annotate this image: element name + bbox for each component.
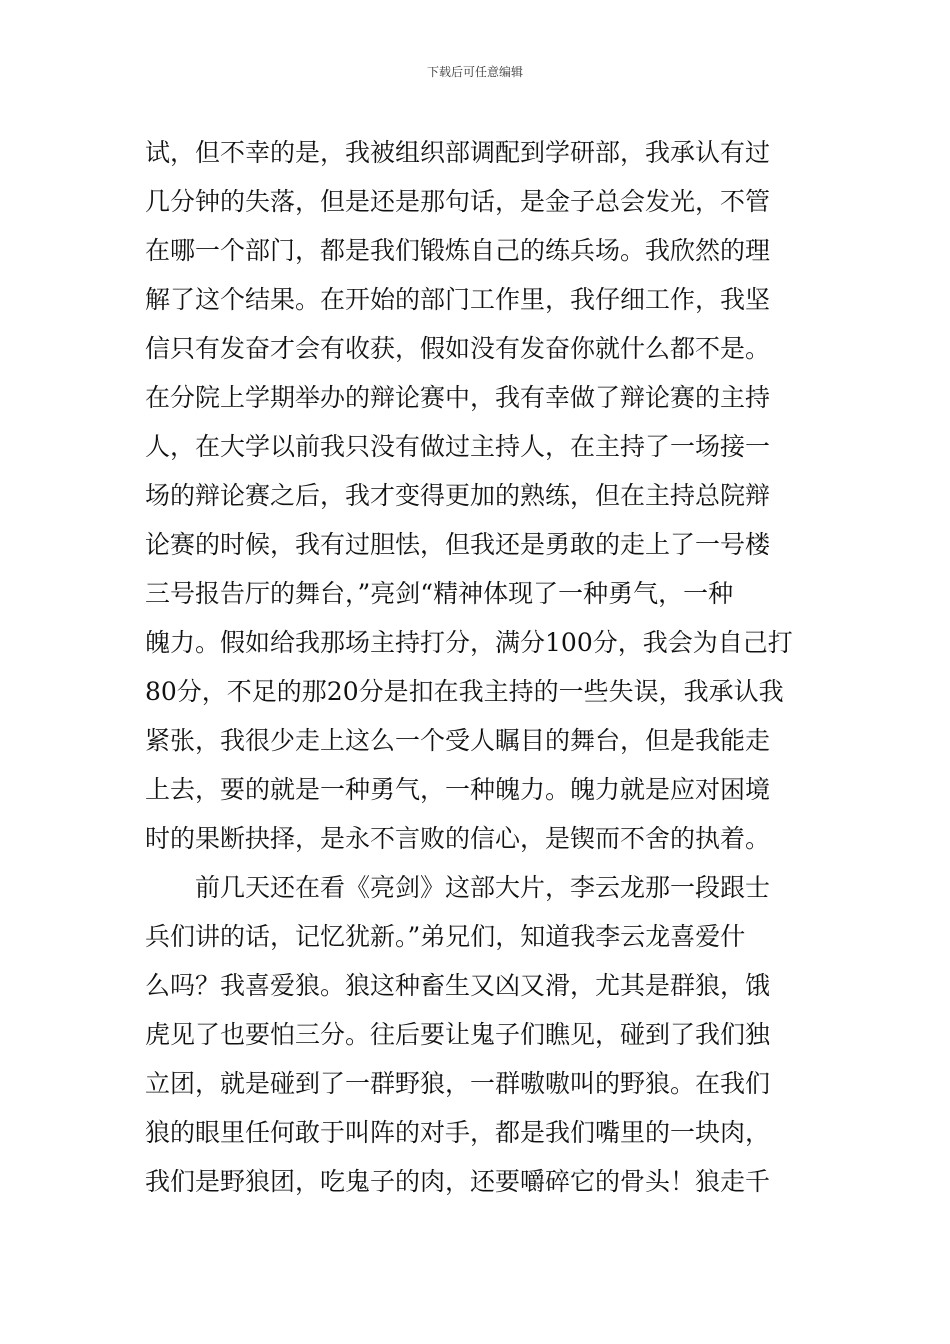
text-line: 80分，不足的那20分是扣在我主持的一些失误，我承认我 bbox=[145, 677, 784, 706]
text-line: 信只有发奋才会有收获，假如没有发奋你就什么都不是。 bbox=[145, 334, 771, 363]
text-line: 上去，要的就是一种勇气，一种魄力。魄力就是应对困境 bbox=[145, 775, 771, 804]
text-line: 么吗？我喜爱狼。狼这种畜生又凶又滑，尤其是群狼，饿 bbox=[145, 971, 771, 1000]
text-line: 试，但不幸的是，我被组织部调配到学研部，我承认有过 bbox=[145, 138, 771, 167]
text-line: 前几天还在看《亮剑》这部大片，李云龙那一段跟士 bbox=[145, 873, 771, 902]
text-line: 我们是野狼团，吃鬼子的肉，还要嚼碎它的骨头！狼走千 bbox=[145, 1167, 771, 1196]
text-line: 在哪一个部门，都是我们锻炼自己的练兵场。我欣然的理 bbox=[145, 236, 771, 265]
text-line: 立团，就是碰到了一群野狼，一群嗷嗷叫的野狼。在我们 bbox=[145, 1069, 771, 1098]
page-header: 下载后可任意编辑 bbox=[426, 65, 523, 79]
text-line: 几分钟的失落，但是还是那句话，是金子总会发光，不管 bbox=[145, 187, 771, 216]
text-line: 魄力。假如给我那场主持打分，满分100分，我会为自己打 bbox=[145, 628, 793, 657]
text-line: 时的果断抉择，是永不言败的信心，是锲而不舍的执着。 bbox=[145, 824, 771, 853]
text-line: 狼的眼里任何敢于叫阵的对手，都是我们嘴里的一块肉， bbox=[145, 1118, 771, 1147]
text-line: 人，在大学以前我只没有做过主持人，在主持了一场接一 bbox=[145, 432, 771, 461]
document-body bbox=[145, 128, 811, 1206]
text-line: 虎见了也要怕三分。往后要让鬼子们瞧见，碰到了我们独 bbox=[145, 1020, 771, 1049]
text-line: 场的辩论赛之后，我才变得更加的熟练，但在主持总院辩 bbox=[145, 481, 771, 510]
text-line: 在分院上学期举办的辩论赛中，我有幸做了辩论赛的主持 bbox=[145, 383, 771, 412]
text-line: 紧张，我很少走上这么一个受人瞩目的舞台，但是我能走 bbox=[145, 726, 771, 755]
text-line: 解了这个结果。在开始的部门工作里，我仔细工作，我坚 bbox=[145, 285, 771, 314]
text-line: 兵们讲的话，记忆犹新。”弟兄们，知道我李云龙喜爱什 bbox=[145, 922, 746, 951]
text-line: 论赛的时候，我有过胆怯，但我还是勇敢的走上了一号楼 bbox=[145, 530, 771, 559]
text-line: 三号报告厅的舞台，”亮剑“精神体现了一种勇气，一种 bbox=[145, 579, 734, 608]
